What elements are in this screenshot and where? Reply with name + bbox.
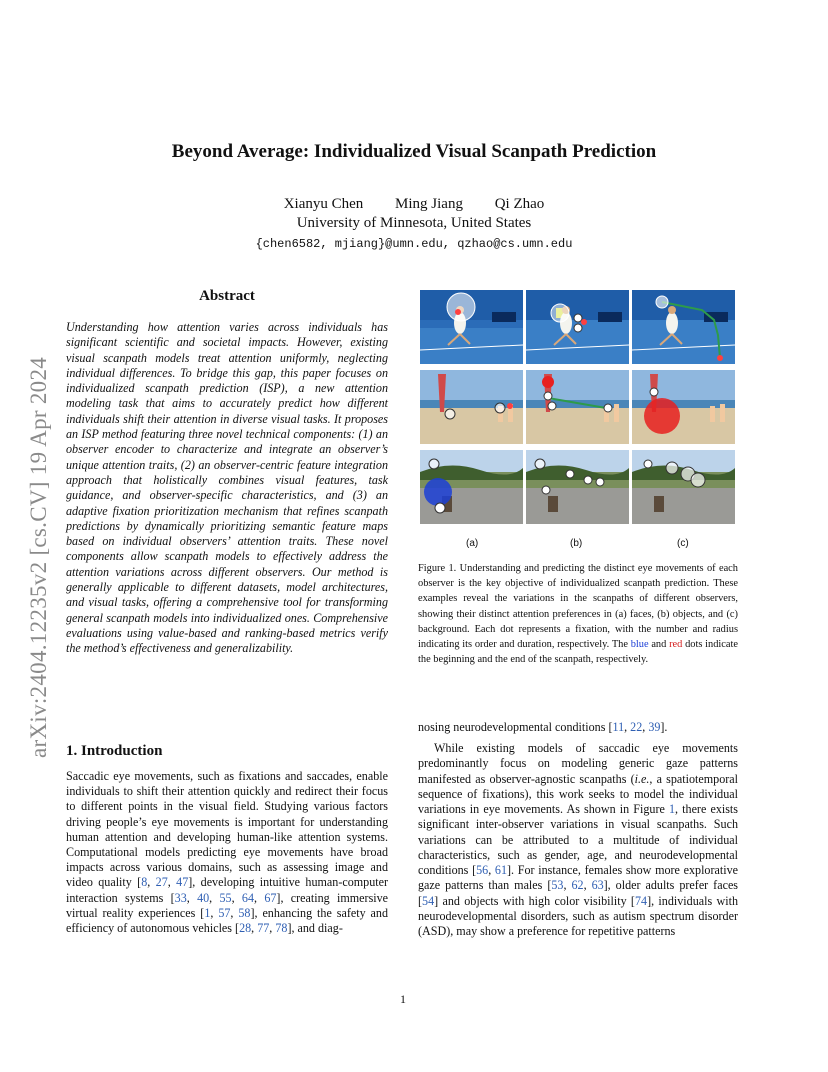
figure-image-tennis-b — [526, 290, 629, 364]
right-column-continuation: nosing neurodevelopmental conditions [11, 22, 39]. — [418, 720, 668, 734]
abstract-heading: Abstract — [199, 288, 255, 304]
citation-link[interactable]: 56 — [476, 863, 489, 877]
author-1: Xianyu Chen — [283, 196, 364, 212]
citation-link[interactable]: 61 — [494, 863, 508, 877]
citation-link[interactable]: 58 — [238, 905, 251, 920]
figure-image-beach-a — [420, 370, 523, 444]
paper-title: Beyond Average: Individualized Visual Scanpath Prediction — [171, 141, 657, 162]
citation-link[interactable]: 77 — [257, 921, 270, 936]
citation-link[interactable]: 55 — [219, 890, 232, 905]
figure-image-tennis-a — [420, 290, 523, 364]
author-3: Qi Zhao — [494, 196, 545, 212]
figure-caption: Figure 1. Understanding and predicting the distinct eye movements of each observer is the key objective of individualized scanpath prediction. These examples reveal the variations in the scanpaths of different observers, showing their distinct attention preferences in (a) faces, (b) objects, and (c) background. Each dot represents a fixation, with the number and radius indicating its order and duration, respectively. The blue and red dots indicate the beginning and the end of the scanpath, respectively. — [418, 563, 739, 666]
figure-label-b: (b) — [570, 538, 583, 549]
citation-link[interactable]: 64 — [241, 890, 254, 905]
citation-link[interactable]: 63 — [591, 878, 604, 893]
figure-image-beach-c — [632, 370, 735, 444]
figure-image-beach-b — [526, 370, 629, 444]
citation-link[interactable]: 53 — [551, 878, 564, 893]
page-number: 1 — [400, 992, 406, 1006]
abstract-body: Understanding how attention varies across individuals has significant scientific and societal impacts. However, existing visual scanpath models treat attention uniformly, neglecting individual differences. To bridge this gap, this paper focuses on individualized scanpath prediction (ISP), a new attention modeling task that aims to accurately predict how different individuals shift their attention in diverse visual tasks. It proposes an ISP method featuring three novel technical components: (1) an observer encoder to characterize and integrate an observer’s unique attention traits, (2) an observer-centric feature integration approach that holistically combines visual features, task guidance, and observer-specific characteristics, and (3) an adaptive fixation prioritization mechanism that refines scanpath predictions by dynamically prioritizing semantic feature maps based on individual observers’ attention traits. These novel components allow scanpath models to effectively address the attention variations across different observers. Our method is generally applicable to different datasets, model architectures, and visual tasks, offering a comprehensive tool for transforming general scanpath models into individualized ones. Comprehensive evaluations using value-based and ranking-based metrics verify the method’s effectiveness and generalizability. — [66, 320, 388, 656]
citation-link[interactable]: 54 — [422, 893, 435, 908]
right-column-paragraph: While existing models of saccadic eye movements predominantly focus on modeling generic gaze patterns manifested as observer-agnostic scanpaths (i.e., a spatiotemporal sequence of fixations), this work seeks to model the individual variations in eye movements. As shown in Figure 1, there exists significant inter-observer variations in visual scanpaths. Such variations can be attributed to a multitude of individual characteristics, such as gender, age, and neurodevelopmental conditions [56, 61]. For instance, females show more explorative gaze patterns than males [53, 62, 63], older adults prefer faces [54] and objects with high color visibility [74], individuals with neurodevelopmental disorders, such as autism spectrum disorder (ASD), may show a preference for repetitive patterns — [418, 741, 739, 938]
figure-link[interactable]: 1 — [668, 802, 676, 816]
citation-link[interactable]: 8 — [141, 875, 148, 890]
citation-link[interactable]: 11 — [612, 720, 625, 734]
citation-link[interactable]: 78 — [275, 921, 288, 936]
citation-link[interactable]: 1 — [204, 905, 211, 920]
figure-label-c: (c) — [677, 538, 689, 549]
citation-link[interactable]: 62 — [571, 878, 584, 893]
citation-link[interactable]: 67 — [264, 890, 277, 905]
figure-image-road-b — [526, 450, 629, 524]
citation-link[interactable]: 28 — [239, 921, 252, 936]
figure-label-a: (a) — [466, 538, 479, 549]
arxiv-identifier: arXiv:2404.12235v2 [cs.CV] 19 Apr 2024 — [26, 356, 51, 758]
author-list — [0, 196, 828, 213]
citation-link[interactable]: 22 — [630, 720, 643, 734]
figure-image-tennis-c — [632, 290, 735, 364]
figure-image-road-c — [632, 450, 735, 524]
section-heading-introduction: 1. Introduction — [66, 743, 163, 759]
citation-link[interactable]: 33 — [174, 890, 187, 905]
figure-image-road-a — [420, 450, 523, 524]
citation-link[interactable]: 39 — [648, 720, 661, 734]
author-emails: {chen6582, mjiang}@umn.edu, qzhao@cs.umn.edu — [255, 237, 573, 251]
citation-link[interactable]: 40 — [197, 890, 210, 905]
affiliation: University of Minnesota, United States — [296, 215, 532, 231]
author-2: Ming Jiang — [395, 196, 463, 212]
arxiv-stamp — [18, 290, 58, 760]
citation-link[interactable]: 74 — [634, 893, 648, 908]
introduction-paragraph: Saccadic eye movements, such as fixations and saccades, enable individuals to shift their attention quickly and redirect their focus to different points in the visual field. Studying various factors driving people’s eye movements is important for understanding human attention and developing human-like attention systems. Computational models predicting eye movements have broad impacts across various domains, such as assessing image and video quality [8, 27, 47], developing intuitive human-computer interaction systems [33, 40, 55, 64, 67], creating immersive virtual reality experiences [1, 57, 58], enhancing the safety and efficiency of autonomous vehicles [28, 77, 78], and diag- — [66, 769, 389, 936]
citation-link[interactable]: 27 — [155, 875, 168, 890]
figure-1 — [420, 290, 736, 522]
citation-link[interactable]: 47 — [176, 875, 189, 890]
citation-link[interactable]: 57 — [218, 905, 231, 920]
